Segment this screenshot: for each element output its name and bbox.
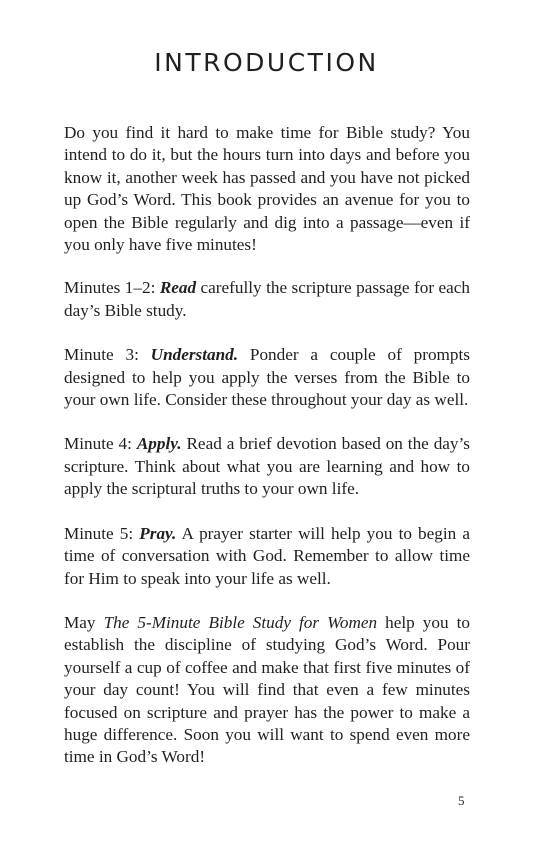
step-read-prefix: Minutes 1–2: <box>64 278 160 298</box>
step-pray-prefix: Minute 5: <box>64 523 140 543</box>
step-pray-paragraph <box>64 523 470 590</box>
introduction-body <box>64 122 470 791</box>
step-apply-text: Read a brief devotion based on the day’s scripture. Think about what you are learning and how to apply the scriptural truths to your own life. <box>64 434 470 499</box>
book-title: The 5-Minute Bible Study for Women <box>103 612 378 632</box>
closing-prefix: May <box>64 612 104 632</box>
step-read-paragraph <box>64 277 470 322</box>
step-pray-text: A prayer starter will help you to begin a time of conversation with God. Remember to allow time for Him to speak into your life as well. <box>64 523 470 588</box>
step-pray-label: Pray. <box>139 523 177 543</box>
step-understand-prefix: Minute 3: <box>64 345 151 365</box>
step-read-label: Read <box>159 278 197 298</box>
closing-text: help you to establish the discipline of studying God’s Word. Pour yourself a cup of coffee and make that first five minutes of your day count! You will find that even a few minutes focused on scripture and prayer has the power to make a huge difference. Soon you will want to spend even more time in God’s Word! <box>64 612 470 767</box>
step-apply-paragraph <box>64 433 470 500</box>
page-title: INTRODUCTION <box>154 48 379 77</box>
step-understand-text: Ponder a couple of prompts designed to help you apply the verses from the Bible to your own life. Consider these throughout your day as well. <box>64 345 470 410</box>
intro-paragraph: Do you find it hard to make time for Bible study? You intend to do it, but the hours turn into days and before you know it, another week has passed and you have not picked up God’s Word. This book provides an avenue for you to open the Bible regularly and dig into a passage—even if you only have five minutes! <box>64 123 470 255</box>
closing-paragraph <box>64 612 470 769</box>
step-apply-label: Apply. <box>136 434 182 454</box>
step-understand-paragraph <box>64 344 470 411</box>
step-understand-label: Understand. <box>150 345 239 365</box>
step-apply-prefix: Minute 4: <box>64 434 137 454</box>
page-number: 5 <box>458 793 465 808</box>
step-read-text: carefully the scripture passage for each day’s Bible study. <box>64 278 470 320</box>
